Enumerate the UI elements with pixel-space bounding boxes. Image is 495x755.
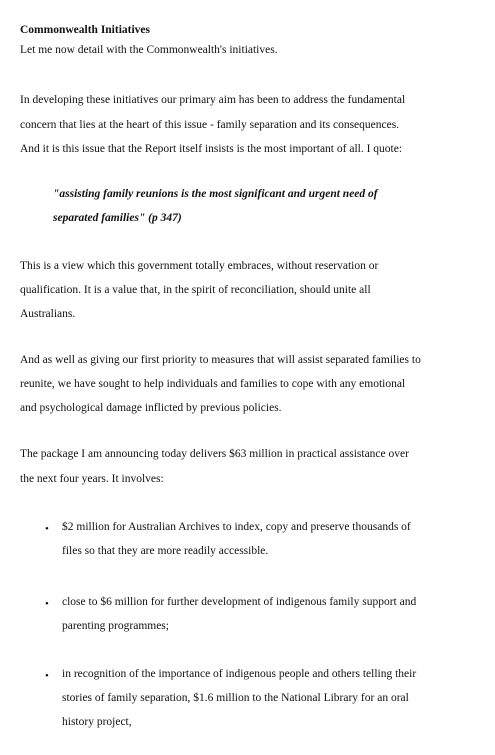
paragraph3-line-1: And as well as giving our first priority to measures that will assist separated families to (20, 354, 421, 366)
paragraph3-line-2: reunite, we have sought to help individuals and families to cope with any emotional (20, 378, 406, 390)
paragraph4-line-1: The package I am announcing today delivers $63 million in practical assistance over (20, 448, 409, 460)
paragraph1-line-3: And it is this issue that the Report itself insists is the most important of all. I quote: (20, 143, 403, 155)
paragraph1-line-1: In developing these initiatives our primary aim has been to address the fundamental (20, 94, 406, 106)
paragraph3-line-3: and psychological damage inflicted by previous policies. (20, 402, 282, 414)
bullet2-line-1: close to $6 million for further development of indigenous family support and (62, 596, 417, 608)
bullet1-line-2: files so that they are more readily accessible. (62, 545, 269, 557)
intro-line: Let me now detail with the Commonwealth's initiatives. (20, 44, 278, 56)
paragraph1-line-2: concern that lies at the heart of this issue - family separation and its consequences. (20, 119, 400, 131)
paragraph4-line-2: the next four years. It involves: (20, 473, 164, 485)
quote-line-2: separated families" (p 347) (53, 212, 182, 224)
bullet3-line-2: stories of family separation, $1.6 million to the National Library for an oral (62, 692, 409, 704)
section-heading: Commonwealth Initiatives (20, 24, 151, 36)
bullet-icon: • (45, 598, 49, 610)
bullet3-line-1: in recognition of the importance of indigenous people and others telling their (62, 668, 417, 680)
paragraph2-line-1: This is a view which this government totally embraces, without reservation or (20, 260, 379, 272)
bullet2-line-2: parenting programmes; (62, 620, 169, 632)
bullet3-line-3: history project, (62, 716, 132, 728)
bullet-icon: • (45, 523, 49, 535)
bullet-icon: • (45, 670, 49, 682)
quote-line-1: "assisting family reunions is the most significant and urgent need of (53, 188, 378, 200)
paragraph2-line-2: qualification. It is a value that, in the spirit of reconciliation, should unite all (20, 284, 371, 296)
paragraph2-line-3: Australians. (20, 308, 76, 320)
bullet1-line-1: $2 million for Australian Archives to index, copy and preserve thousands of (62, 521, 411, 533)
